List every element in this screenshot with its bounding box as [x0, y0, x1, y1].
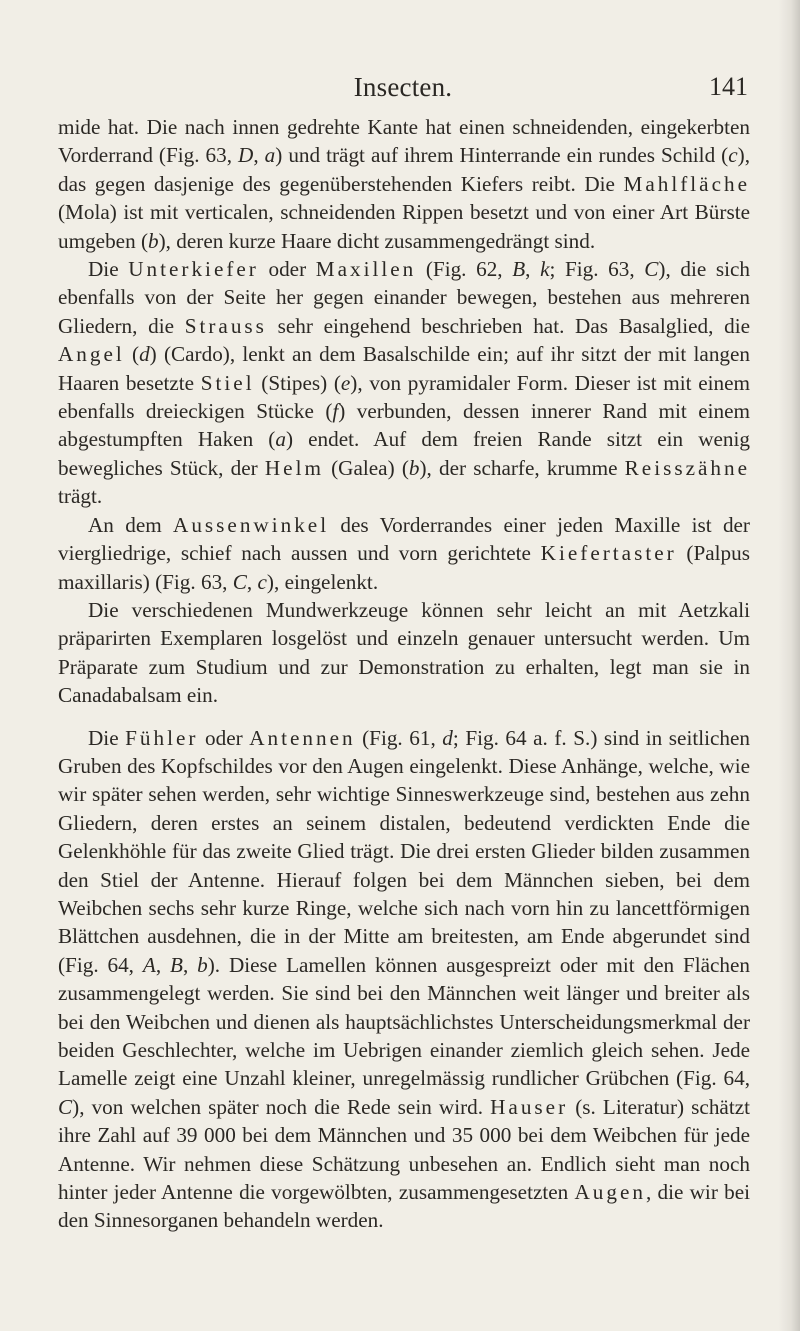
figure-reference: c	[257, 569, 267, 594]
spaced-term: Hauser	[490, 1094, 569, 1119]
page-number: 141	[709, 72, 748, 101]
paragraph	[58, 596, 750, 710]
figure-reference: B	[512, 257, 526, 282]
figure-reference: e	[340, 370, 351, 395]
text-run: ,	[155, 952, 170, 977]
running-header	[58, 72, 748, 106]
figure-reference: a	[275, 427, 286, 452]
text-run: (Palpus maxillaris) (Fig. 63,	[58, 541, 750, 594]
figure-reference: b	[408, 455, 420, 480]
spaced-term: Angel	[58, 342, 125, 367]
text-run: , die wir bei den Sinnesorganen behandeln werden.	[58, 1180, 750, 1233]
figure-reference: B	[170, 952, 183, 977]
spaced-term: Helm	[264, 455, 324, 480]
text-run: Die	[88, 257, 129, 282]
text-run: Die	[88, 725, 126, 750]
text-run: sehr eingehend beschrieben hat. Das Basalglied, die	[266, 313, 751, 338]
figure-reference: C	[58, 1094, 73, 1119]
paragraph	[58, 724, 750, 1235]
spaced-term: Aussenwinkel	[173, 512, 330, 537]
text-run: ), von pyramidaler Form. Dieser ist mit einem ebenfalls dreieckigen Stücke (	[58, 370, 750, 424]
text-run: ,	[525, 257, 541, 282]
text-run: ,	[246, 569, 258, 594]
figure-reference: a	[264, 143, 276, 168]
text-run: ). Diese Lamellen können ausgespreizt oder mit den Flächen zusammengelegt werden. Sie sind bei den Männchen weit länger und breiter als bei den Weibchen und dienen als hauptsächlichstes Unterscheidungsmerkmal der beiden Geschlechter, welche im Uebrigen einander ziemlich gleich sehen. Jede Lamelle zeigt eine Unzahl kleiner, unregelmässig rundlicher Grübchen (Fig. 64,	[58, 952, 751, 1091]
spaced-term: Unterkiefer	[128, 257, 259, 282]
text-run: ) (Cardo), lenkt an dem Basalschilde ein; auf ihr sitzt der mit langen Haaren besetzte	[58, 342, 751, 395]
paragraph	[58, 113, 750, 255]
text-run: ), der scharfe, krumme	[419, 455, 625, 480]
figure-reference: b	[197, 952, 208, 977]
figure-reference: C	[644, 257, 659, 282]
text-run: ; Fig. 63,	[549, 257, 645, 282]
text-run: (Fig. 61,	[355, 725, 443, 750]
text-run: ), von welchen später noch die Rede sein wird.	[72, 1094, 491, 1119]
text-run: oder	[198, 725, 250, 750]
paragraph	[58, 255, 750, 511]
text-run: An dem	[88, 512, 174, 537]
spaced-term: Kiefertaster	[540, 541, 677, 566]
text-run: trägt.	[58, 484, 103, 509]
figure-reference: d	[442, 725, 453, 750]
text-run: ), die sich ebenfalls von der Seite her gegen einander bewegen, bestehen aus mehreren Gliedern, die	[58, 257, 751, 338]
body-text	[58, 113, 750, 1235]
figure-reference: b	[148, 228, 159, 253]
text-run: ), eingelenkt.	[266, 569, 379, 594]
spaced-term: Augen	[574, 1180, 646, 1205]
text-run: ), deren kurze Haare dicht zusammengedrängt sind.	[158, 228, 596, 253]
figure-reference: C	[232, 569, 247, 594]
spaced-term: Maxillen	[315, 257, 417, 282]
spaced-term: Stiel	[200, 370, 255, 395]
text-run: (Mola) ist mit verticalen, schneidenden Rippen besetzt und von einer Art Bürste umgeben (	[58, 200, 750, 253]
running-title: Insecten.	[353, 72, 453, 102]
spaced-term: Fühler	[125, 725, 199, 750]
text-run: ,	[182, 952, 198, 977]
text-run: (Stipes) (	[254, 370, 341, 395]
text-run: (s. Literatur) schätzt ihre Zahl auf 39 000 bei dem Männchen und 35 000 bei dem Weibchen für jede Antenne. Wir nehmen diese Schätzung unbesehen an. Endlich sieht man noch hinter jeder Antenne die vorgewölbten, zusammengesetzten	[58, 1094, 750, 1205]
text-run: ), das gegen dasjenige des gegenüberstehenden Kiefers reibt. Die	[58, 143, 750, 196]
figure-reference: A	[142, 952, 156, 977]
text-run: ) endet. Auf dem freien Rande sitzt ein wenig bewegliches Stück, der	[58, 427, 750, 480]
paragraph	[58, 511, 750, 596]
figure-reference: k	[540, 257, 550, 282]
text-run: Die verschiedenen Mundwerkzeuge können sehr leicht an mit Aetzkali präparirten Exemplaren losgelöst und einzeln genauer untersucht werden. Um Präparate zum Studium und zur Demonstration zu erhalten, legt man sie in Canadabalsam ein.	[58, 597, 750, 708]
text-run: ; Fig. 64 a. f. S.) sind in seitlichen Gruben des Kopfschildes vor den Augen eingelenkt. Diese Anhänge, welche, wie wir später sehen werden, sehr wichtige Sinneswerkzeuge sind, bestehen aus zehn Gliedern, deren erstes an seinem distalen, bedeutend verdickten Ende die Gelenkhöhle für das zweite Glied trägt. Die drei ersten Glieder bilden zusammen den Stiel der Antenne. Hierauf folgen bei dem Männchen sieben, bei dem Weibchen sechs sehr kurze Ringe, welche sich nach vorn hin zu lancettförmigen Blättchen ausdehnen, die in der Mitte am breitesten, am Ende abgerundet sind (Fig. 64,	[58, 725, 751, 977]
text-run: ) und trägt auf ihrem Hinterrande ein rundes Schild (	[275, 143, 729, 168]
text-run: (	[124, 342, 140, 367]
text-run: des Vorderrandes einer jeden Maxille ist der viergliedrige, schief nach aussen und vorn gerichtete	[58, 512, 750, 566]
figure-reference: D	[238, 143, 254, 168]
text-run: ) verbunden, dessen innerer Rand mit einem abgestumpften Haken (	[58, 399, 750, 452]
text-run: mide hat. Die nach innen gedrehte Kante hat einen schneidenden, eingekerbten Vorderrand (Fig. 63,	[58, 115, 750, 168]
spaced-term: Reisszähne	[624, 455, 750, 480]
text-run: ,	[253, 143, 265, 168]
figure-reference: d	[139, 342, 150, 367]
figure-reference: c	[728, 143, 738, 168]
page-edge-shadow	[778, 0, 800, 1331]
text-run: (Fig. 62,	[416, 257, 513, 282]
text-run: (Galea) (	[323, 455, 409, 480]
spaced-term: Strauss	[184, 313, 267, 338]
spaced-term: Mahlfläche	[623, 171, 750, 196]
text-run: oder	[258, 257, 316, 282]
spaced-term: Antennen	[249, 725, 356, 750]
figure-reference: f	[332, 399, 339, 424]
